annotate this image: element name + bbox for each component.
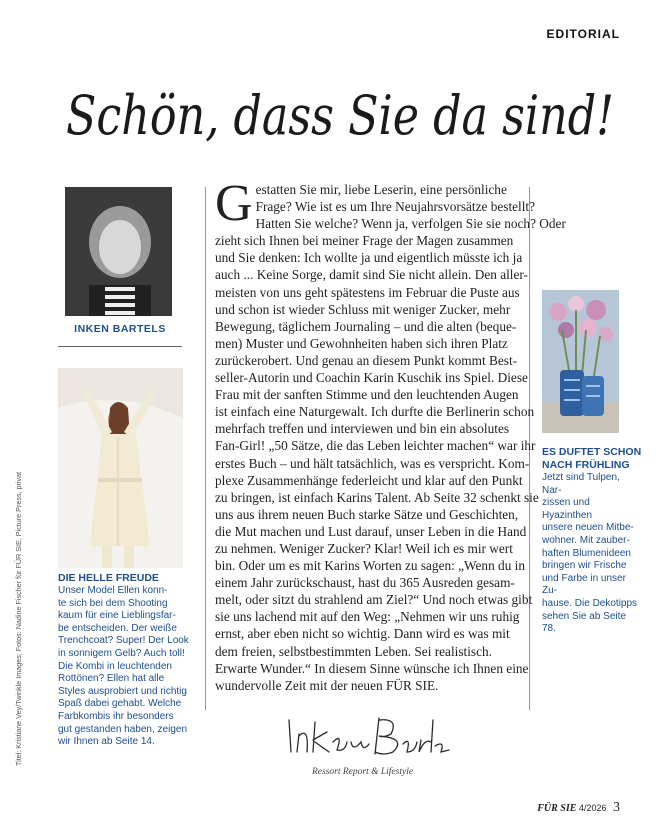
author-photo	[65, 187, 172, 316]
divider	[58, 346, 182, 347]
page-footer	[537, 800, 620, 816]
section-label: EDITORIAL	[546, 27, 620, 41]
flower-photo	[542, 290, 619, 433]
magazine-name: FÜR SIE	[537, 803, 577, 814]
column-divider-left	[205, 187, 206, 710]
headline	[60, 74, 620, 158]
caption-left-title: DIE HELLE FREUDE	[58, 572, 159, 584]
model-photo	[58, 368, 183, 568]
author-name: INKEN BARTELS	[74, 323, 166, 335]
caption-right-title: ES DUFTET SCHON NACH FRÜHLING	[542, 446, 642, 471]
issue-number: 4/2026	[578, 803, 607, 813]
author-signature	[283, 712, 453, 764]
editorial-body: Gestatten Sie mir, liebe Leserin, eine persönliche Frage? Wie ist es um Ihre Neujahrsvorsätze bestellt? Hatten Sie welche? Wenn ja, verfolgen Sie sie noch? Oder zieht sich Ihnen bei meiner Frage der Magen zusammen und Sie denken: Ich wollte ja und eigentlich müsste ich ja auch ... Keine Sorge, damit sind Sie nicht allein. Den aller- meisten von uns geht spätestens im Februar die Puste aus und schon ist wieder Schluss mit weniger Zucker, mehr Bewegung, täglichem Journaling – und die alten (beque- men) Muster und Gewohnheiten haben sich ihren Platz zurückerobert. Und genau an diesem Punkt kommt Best- seller-Autorin und Coachin Karin Kuschik ins Spiel. Diese Frau mit der sanften Stimme und den leuchtenden Augen ist einfach eine Naturgewalt. Ich durfte die Berlinerin schon mehrfach treffen und interviewen und bin ein absolutes Fan-Girl! „50 Sätze, die das Leben leichter machen“ war ihr erstes Buch – und hält tatsächlich, was es verspricht. Kom- plexe Zusammenhänge federleicht und klar auf den Punkt zu bringen, ist einfach Karins Talent. Ab Seite 32 schenkt sie uns aus ihrem neuen Buch starke Sätze und Geschichten, die Mut machen und Lust darauf, unser Leben in die Hand zu nehmen. Weniger Zucker? Klar! Weil ich es mir wert bin. Oder um es mit Karins Worten zu sagen: „Wenn du in einem Jahr zurückschaust, hast du 365 Ausreden gesam- melt, oder sitzt du strahlend am Ziel?“ Und noch etwas gibt sie uns lachend mit auf den Weg: „Nehmen wir uns ruhig ernst, aber eben nicht so wichtig. Dann wird es was mit dem freien, selbstbestimmten Leben. Sei realistisch. Erwarte Wunder.“ In diesem Sinne wünsche ich Ihnen eine wundervolle Zeit mit der neuen FÜR SIE.	[215, 175, 566, 693]
author-role: Ressort Report & Lifestyle	[312, 767, 414, 777]
caption-left-text: Unser Model Ellen konn- te sich bei dem Shooting kaum für eine Lieblingsfar- be entscheiden. Der weiße Trenchcoat? Super! Der Look in sonnigem Gelb? Auch toll! Die Kombi in leuchtenden Rottönen? Ellen hat alle Styles ausprobiert und richtig Spaß dabei gehabt. Welche Farbkombis ihr besonders gut gestanden haben, zeigen wir Ihnen ab Seite 14.	[58, 585, 189, 748]
headline-script	[60, 74, 620, 158]
photo-credit: Titel: Kristiane Vey/Twinkle Images; Fotos: Nadine Fischer für FÜR SIE, Picture Press, privat	[14, 471, 23, 766]
headline-text: Schön, dass Sie da sind!	[66, 84, 614, 147]
drop-cap: G	[215, 175, 253, 232]
page-number: 3	[613, 800, 620, 815]
caption-right-text: Jetzt sind Tulpen, Nar- zissen und Hyazinthen unsere neuen Mitbe- wohner. Mit zauber- haften Blumenideen bringen wir Frische und Farbe in unser Zu- hause. Die Dekotipps sehen Sie ab Seite 78.	[542, 472, 638, 635]
